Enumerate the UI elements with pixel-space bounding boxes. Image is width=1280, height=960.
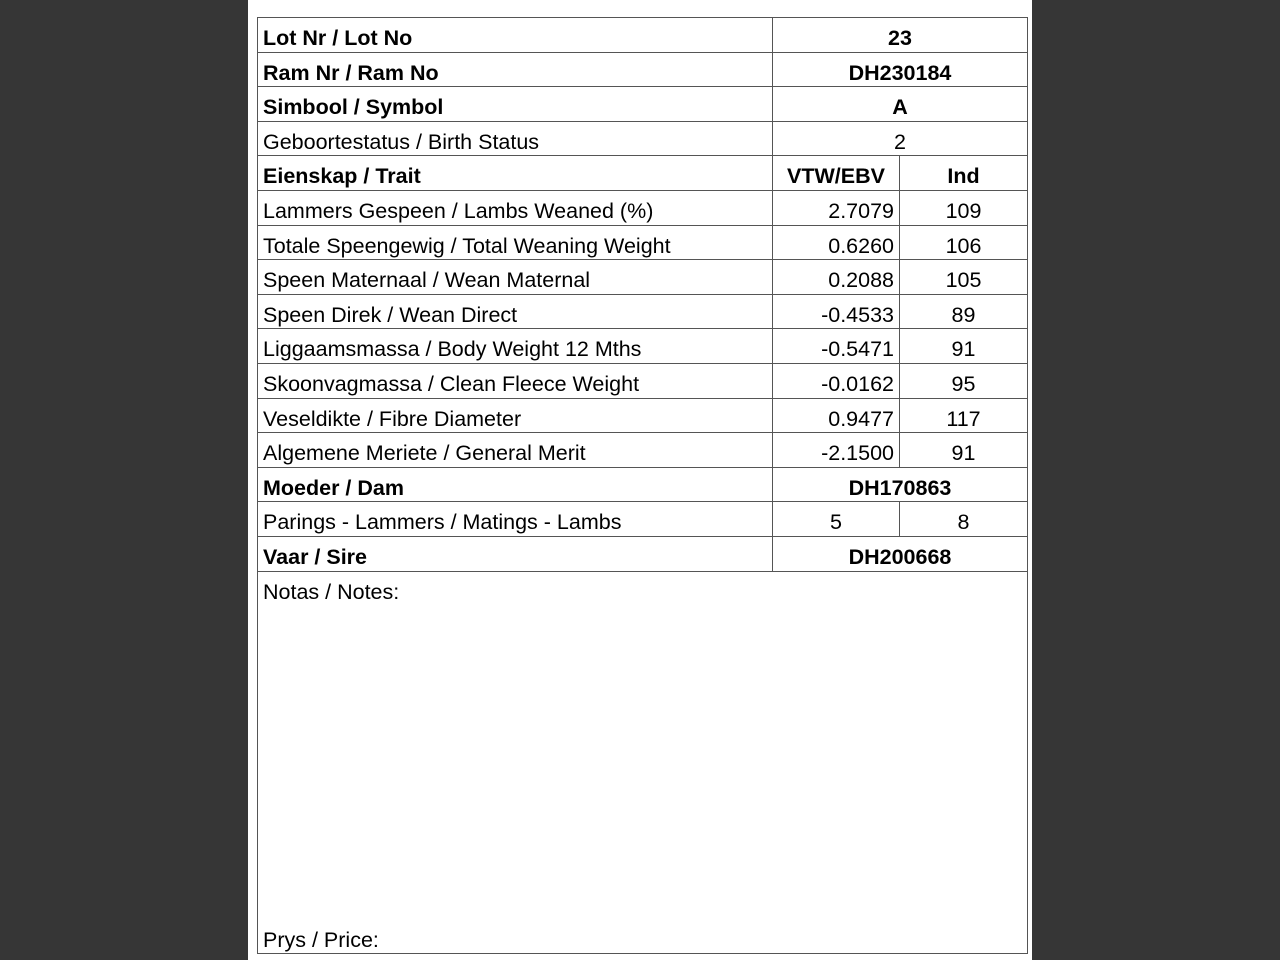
lambs-count: 8 [957, 510, 970, 535]
dam-label: Moeder / Dam [258, 468, 773, 502]
trait-ebv: 0.2088 [773, 260, 900, 294]
trait-label: Lammers Gespeen / Lambs Weaned (%) [258, 191, 773, 225]
trait-ebv: -0.0162 [773, 364, 900, 398]
trait-ebv: -0.4533 [773, 295, 900, 329]
trait-row [258, 329, 1027, 364]
trait-label: Speen Direk / Wean Direct [258, 295, 773, 329]
notes-label: Notas / Notes: [263, 580, 400, 604]
trait-ebv: 2.7079 [773, 191, 900, 225]
trait-label: Veseldikte / Fibre Diameter [258, 399, 773, 433]
trait-row [258, 226, 1027, 261]
birth-status-value: 2 [894, 129, 906, 154]
lot-label: Lot Nr / Lot No [258, 18, 773, 52]
document-page [248, 0, 1032, 960]
ram-value: DH230184 [848, 60, 952, 85]
trait-ind: 105 [945, 268, 982, 293]
trait-row [258, 364, 1027, 399]
trait-row [258, 433, 1027, 468]
trait-ind: 95 [951, 372, 976, 396]
sire-label: Vaar / Sire [258, 537, 773, 571]
lot-value: 23 [888, 26, 912, 50]
trait-row [258, 295, 1027, 330]
symbol-label: Simbool / Symbol [258, 87, 773, 121]
dam-value: DH170863 [848, 475, 952, 500]
sire-row [258, 537, 1027, 572]
trait-ind: 91 [951, 337, 976, 362]
trait-ind: 106 [945, 233, 982, 258]
trait-label: Liggaamsmassa / Body Weight 12 Mths [258, 329, 773, 363]
trait-label: Totale Speengewig / Total Weaning Weight [258, 226, 773, 260]
trait-label: Skoonvagmassa / Clean Fleece Weight [258, 364, 773, 398]
matings-count: 5 [773, 502, 900, 536]
trait-row [258, 399, 1027, 434]
ram-row [258, 53, 1027, 88]
trait-ebv: 0.6260 [773, 226, 900, 260]
lot-row [258, 18, 1027, 53]
birth-status-row [258, 122, 1027, 157]
dam-row [258, 468, 1027, 503]
trait-row [258, 260, 1027, 295]
symbol-row [258, 87, 1027, 122]
trait-ind: 91 [951, 441, 976, 466]
matings-row [258, 502, 1027, 537]
trait-label: Speen Maternaal / Wean Maternal [258, 260, 773, 294]
ram-label: Ram Nr / Ram No [258, 53, 773, 87]
trait-header-ind: Ind [947, 164, 980, 189]
ram-info-sheet [257, 17, 1028, 954]
sire-value: DH200668 [848, 545, 952, 569]
trait-header-row [258, 156, 1027, 191]
birth-status-label: Geboortestatus / Birth Status [258, 122, 773, 156]
trait-ind: 89 [951, 302, 976, 327]
trait-header-ebv: VTW/EBV [773, 156, 900, 190]
trait-label: Algemene Meriete / General Merit [258, 433, 773, 467]
trait-header-label: Eienskap / Trait [258, 156, 773, 190]
trait-row [258, 191, 1027, 226]
trait-ebv: -2.1500 [773, 433, 900, 467]
trait-ebv: 0.9477 [773, 399, 900, 433]
matings-label: Parings - Lammers / Matings - Lambs [258, 502, 773, 536]
trait-ind: 117 [946, 406, 981, 431]
price-label: Prys / Price: [263, 928, 379, 952]
symbol-value: A [892, 95, 908, 120]
trait-ebv: -0.5471 [773, 329, 900, 363]
trait-ind: 109 [945, 199, 982, 223]
